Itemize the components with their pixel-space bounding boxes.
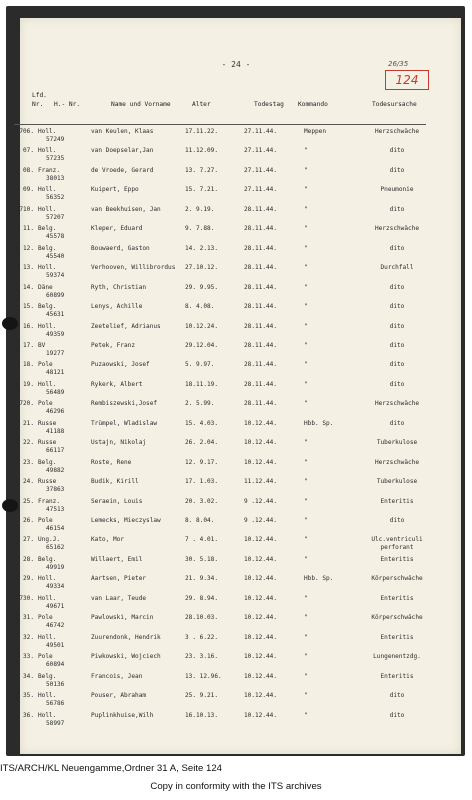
birth-date: 27.10.12. [185,264,219,272]
birth-date: 2. 9.19. [185,205,215,213]
death-date: 10.12.44. [244,536,278,544]
birth-date: 15. 7.21. [185,186,219,194]
birth-date: 8. 8.04. [185,517,215,524]
record-number: 19. [22,380,34,388]
death-date: 10.12.44. [244,439,278,447]
prisoner-number: 49359 [46,330,65,338]
cause-of-death: Körperschwäche [371,614,423,622]
prisoner-name: Roste, Rene [91,458,132,466]
record-number: 18. [22,361,34,369]
nationality: Pole [38,517,53,524]
cause-of-death: Körperschwäche [371,575,423,583]
record-number: 22. [22,439,34,447]
birth-date: 7 . 4.01. [185,536,219,544]
cause-of-death: dito [389,361,405,369]
death-date: 9 .12.44. [244,497,278,505]
prisoner-name: Pawlowski, Marcin [91,614,154,622]
nationality: Belg. [38,458,57,466]
prisoner-number: 50136 [46,680,65,688]
nationality: Belg. [38,672,57,680]
cause-of-death: dito [389,517,405,524]
nationality: Russe [38,439,57,447]
nationality: Belg. [38,225,57,233]
kommando: " [304,614,308,622]
cause-of-death: Durchfall [380,264,414,272]
nationality: Holl. [38,594,57,602]
death-date: 10.12.44. [244,575,278,583]
cause-of-death: Lungenentzdg. [373,653,421,661]
kommando: " [304,478,308,486]
birth-date: 29.12.04. [185,341,219,349]
death-date: 28.11.44. [244,303,278,311]
kommando: " [304,497,308,505]
prisoner-number: 57235 [46,155,65,163]
header-date: Todestag [254,101,284,108]
cause-of-death: dito [389,205,405,213]
death-date: 11.12.44. [244,478,278,486]
death-date: 10.12.44. [244,555,278,563]
record-number: 33. [22,653,34,661]
kommando: " [304,303,308,311]
prisoner-number: 65162 [46,544,65,552]
kommando: " [304,341,308,349]
cause-of-death: dito [389,419,405,427]
prisoner-number: 57207 [46,213,65,221]
prisoner-number: 41188 [46,427,65,435]
nationality: Belg. [38,555,57,563]
cause-of-death: Herzschwäche [374,128,420,135]
death-date: 28.11.44. [244,380,278,388]
record-number: 16. [22,322,34,330]
record-number: 31. [22,614,34,622]
nationality: Pole [38,400,53,408]
cause-of-death: Enteritis [380,555,414,563]
kommando: " [304,555,308,563]
prisoner-name: Petek, Franz [91,341,136,349]
record-number: 08. [22,166,34,174]
prisoner-name: van Doepselar,Jan [91,147,154,155]
nationality: Holl. [38,380,57,388]
record-number: 15. [22,303,34,311]
prisoner-number: 56352 [46,194,65,202]
prisoner-number: 60894 [46,661,65,669]
kommando: " [304,439,308,447]
kommando: Hbb. Sp. [304,419,334,427]
prisoner-number: 49882 [46,466,65,474]
kommando: " [304,536,308,544]
prisoner-number: 19277 [46,349,65,357]
prisoner-number: 38013 [46,174,65,182]
prisoner-number: 45578 [46,233,65,241]
kommando: " [304,166,308,174]
record-number: 23. [22,458,34,466]
cause-of-death: dito [389,303,405,311]
cause-of-death: Enteritis [380,672,414,680]
nationality: Russe [38,419,57,427]
nationality: Holl. [38,633,57,641]
death-date: 28.11.44. [244,400,278,408]
cause-of-death: dito [389,692,405,700]
kommando: " [304,517,308,524]
cause-of-death: Enteritis [380,633,414,641]
record-number: 28. [22,555,34,563]
prisoner-number: 60899 [46,291,65,299]
birth-date: 28.10.03. [185,614,219,622]
prisoner-name: Zuurendonk, Hendrik [91,633,161,641]
page-number: - 24 - [221,60,251,69]
prisoner-name: Puplinkhuise,Wilh [91,711,154,719]
nationality: Pole [38,614,53,622]
kommando: " [304,322,308,330]
birth-date: 18.11.19. [185,380,219,388]
record-number: 11. [22,225,34,233]
nationality: Pole [38,653,53,661]
header-alter: Alter [192,101,211,108]
prisoner-name: Ustajn, Nikolaj [91,439,147,447]
prisoner-number: 49671 [46,602,65,610]
birth-date: 8. 4.08. [185,303,215,311]
header-nr: Nr. [32,101,44,108]
death-date: 28.11.44. [244,322,278,330]
death-date: 10.12.44. [244,711,278,719]
birth-date: 16.10.13. [185,711,219,719]
birth-date: 29. 8.94. [185,594,219,602]
prisoner-number: 56786 [46,700,65,708]
prisoner-name: Ryth, Christian [91,283,147,291]
cause-of-death: Tuberkulose [376,478,418,486]
death-date: 28.11.44. [244,283,278,291]
cause-of-death: dito [389,711,405,719]
birth-date: 30. 5.18. [185,555,219,563]
prisoner-name: Puzaowski, Josef [91,361,150,369]
header-lfd: Lfd. [32,92,47,99]
prisoner-number: 45540 [46,252,65,260]
prisoner-number: 49334 [46,583,65,591]
nationality: Franz. [38,497,61,505]
record-number: 17. [22,341,34,349]
header-divider [14,124,426,125]
kommando: " [304,692,308,700]
record-number: 706. [19,128,34,135]
prisoner-number: 59374 [46,272,65,280]
record-number: 32. [22,633,34,641]
kommando: " [304,672,308,680]
nationality: Ung.J. [38,536,61,544]
cause-of-death: Pneumonie [380,186,414,194]
cause-of-death: Herzschwäche [374,225,420,233]
record-number: 07. [22,147,34,155]
death-date: 28.11.44. [244,225,278,233]
prisoner-name: Pouser, Abraham [91,692,147,700]
punch-hole-bottom [2,499,18,512]
record-number: 710. [19,205,34,213]
birth-date: 13. 7.27. [185,166,219,174]
archive-reference: ITS/ARCH/KL Neuengamme,Ordner 31 A, Seite 124 [0,763,223,774]
prisoner-number: 56489 [46,388,65,396]
nationality: Holl. [38,264,57,272]
prisoner-number: 47513 [46,505,65,513]
header-kommando: Kommando [298,101,328,108]
record-number: 25. [22,497,34,505]
birth-date: 14. 2.13. [185,244,219,252]
cause-of-death: dito [389,244,405,252]
prisoner-name: Kuipert, Eppo [91,186,139,194]
record-number: 35. [22,692,34,700]
nationality: Holl. [38,322,57,330]
birth-date: 2. 5.99. [185,400,215,408]
kommando: " [304,633,308,641]
death-date: 28.11.44. [244,264,278,272]
birth-date: 17. 1.03. [185,478,219,486]
nationality: Pole [38,361,53,369]
death-date: 28.11.44. [244,244,278,252]
record-number: 34. [22,672,34,680]
kommando: " [304,653,308,661]
birth-date: 10.12.24. [185,322,219,330]
birth-date: 26. 2.04. [185,439,219,447]
death-date: 27.11.44. [244,147,278,155]
record-number: 27. [22,536,34,544]
record-number: 29. [22,575,34,583]
birth-date: 15. 4.03. [185,419,219,427]
kommando: " [304,205,308,213]
nationality: Holl. [38,692,57,700]
birth-date: 13. 12.96. [185,672,222,680]
prisoner-name: Trümpel, Wladislaw [91,419,158,427]
prisoner-name: de Vroede, Gerard [91,166,154,174]
nationality: Däne [38,283,53,291]
cause-of-death: dito [389,322,405,330]
prisoner-number: 45631 [46,311,65,319]
birth-date: 11.12.09. [185,147,219,155]
kommando: " [304,400,308,408]
birth-date: 23. 3.16. [185,653,219,661]
cause-of-death: dito [389,166,405,174]
record-number: 730. [19,594,34,602]
birth-date: 5. 9.97. [185,361,215,369]
birth-date: 3 . 6.22. [185,633,219,641]
kommando: " [304,186,308,194]
birth-date: 25. 9.21. [185,692,219,700]
death-date: 9 .12.44. [244,517,278,524]
archive-number: 26/35 [388,60,409,68]
kommando: " [304,594,308,602]
death-date: 10.12.44. [244,458,278,466]
record-number: 13. [22,264,34,272]
conformity-note: Copy in conformity with the ITS archives [150,781,322,792]
birth-date: 17.11.22. [185,128,219,135]
nationality: Holl. [38,575,57,583]
record-number: 21. [22,419,34,427]
prisoner-name: Lemecks, Mieczyslaw [91,517,161,524]
prisoner-name: Willaert, Emil [91,555,143,563]
nationality: Holl. [38,186,57,194]
death-date: 10.12.44. [244,419,278,427]
kommando: " [304,225,308,233]
prisoner-name: Seraein, Louis [91,497,143,505]
cause-of-death: dito [389,283,405,291]
death-date: 10.12.44. [244,653,278,661]
cause-of-death: dito [389,380,405,388]
cause-of-death: Enteritis [380,497,414,505]
record-number: 36. [22,711,34,719]
cause-of-death: Tuberkulose [376,439,418,447]
nationality: Holl. [38,128,57,135]
death-date: 27.11.44. [244,128,278,135]
death-date: 10.12.44. [244,633,278,641]
kommando: Hbb. Sp. [304,575,334,583]
cause-of-death: Enteritis [380,594,414,602]
death-date: 10.12.44. [244,594,278,602]
nationality: Belg. [38,303,57,311]
record-number: 14. [22,283,34,291]
prisoner-name: Verhooven, Willibrordus [91,264,176,272]
prisoner-name: van Beekhuisen, Jan [91,205,161,213]
prisoner-name: Aartsen, Pieter [91,575,147,583]
nationality: Belg. [38,244,57,252]
death-date: 28.11.44. [244,361,278,369]
prisoner-number: 48121 [46,369,65,377]
prisoner-name: Kato, Mor [91,536,125,544]
birth-date: 12. 9.17. [185,458,219,466]
punch-hole-top [2,317,18,330]
record-number: 720. [19,400,34,408]
record-number: 09. [22,186,34,194]
nationality: Holl. [38,147,57,155]
prisoner-number: 49501 [46,641,65,649]
cause-of-death: dito [389,147,405,155]
death-date: 27.11.44. [244,186,278,194]
birth-date: 29. 9.95. [185,283,219,291]
prisoner-name: Piwkowski, Wojciech [91,653,161,661]
record-number: 24. [22,478,34,486]
kommando: " [304,380,308,388]
record-number: 26. [22,517,34,524]
prisoner-name: Kleper, Eduard [91,225,143,233]
cause-of-death: Ulc.ventriculi [371,536,423,544]
nationality: Russe [38,478,57,486]
archive-stamp: 124 [385,70,429,90]
cause-of-death: dito [389,341,405,349]
nationality: Holl. [38,205,57,213]
birth-date: 9. 7.88. [185,225,215,233]
prisoner-number: 46296 [46,408,65,416]
prisoner-name: Budik, Kirill [91,478,139,486]
kommando: " [304,283,308,291]
prisoner-number: 57249 [46,136,65,143]
death-date: 28.11.44. [244,341,278,349]
table-row [0,712,472,736]
prisoner-number: 46154 [46,525,65,532]
prisoner-name: Bouwaerd, Gaston [91,244,150,252]
birth-date: 20. 3.02. [185,497,219,505]
nationality: Holl. [38,711,57,719]
prisoner-number: 49919 [46,563,65,571]
cause-of-death-continued: perforant [380,544,414,552]
prisoner-number: 37863 [46,486,65,494]
prisoner-number: 58997 [46,719,65,727]
table-header [0,92,472,124]
kommando: " [304,711,308,719]
death-date: 10.12.44. [244,692,278,700]
kommando: " [304,244,308,252]
prisoner-number: 66117 [46,447,65,455]
cause-of-death: Herzschwäche [374,400,420,408]
nationality: BV [38,341,46,349]
prisoner-name: Rykerk, Albert [91,380,143,388]
kommando: " [304,361,308,369]
prisoner-name: van Keulen, Klaas [91,128,154,135]
kommando: " [304,458,308,466]
death-date: 27.11.44. [244,166,278,174]
header-hnr: H.- Nr. [54,101,81,108]
prisoner-number: 46742 [46,622,65,630]
birth-date: 21. 9.34. [185,575,219,583]
cause-of-death: Herzschwäche [374,458,420,466]
prisoner-name: Francois, Jean [91,672,143,680]
kommando: " [304,264,308,272]
prisoner-name: van Laar, Teude [91,594,147,602]
nationality: Franz. [38,166,61,174]
kommando: Meppen [304,128,327,135]
death-date: 10.12.44. [244,614,278,622]
header-name: Name und Vorname [111,101,171,108]
record-number: 12. [22,244,34,252]
prisoner-name: Rembiszewski,Josef [91,400,158,408]
kommando: " [304,147,308,155]
prisoner-name: Lenys, Achille [91,303,143,311]
death-date: 10.12.44. [244,672,278,680]
header-cause: Todesursache [372,101,417,108]
death-date: 28.11.44. [244,205,278,213]
prisoner-name: Zeetelief, Adrianus [91,322,161,330]
